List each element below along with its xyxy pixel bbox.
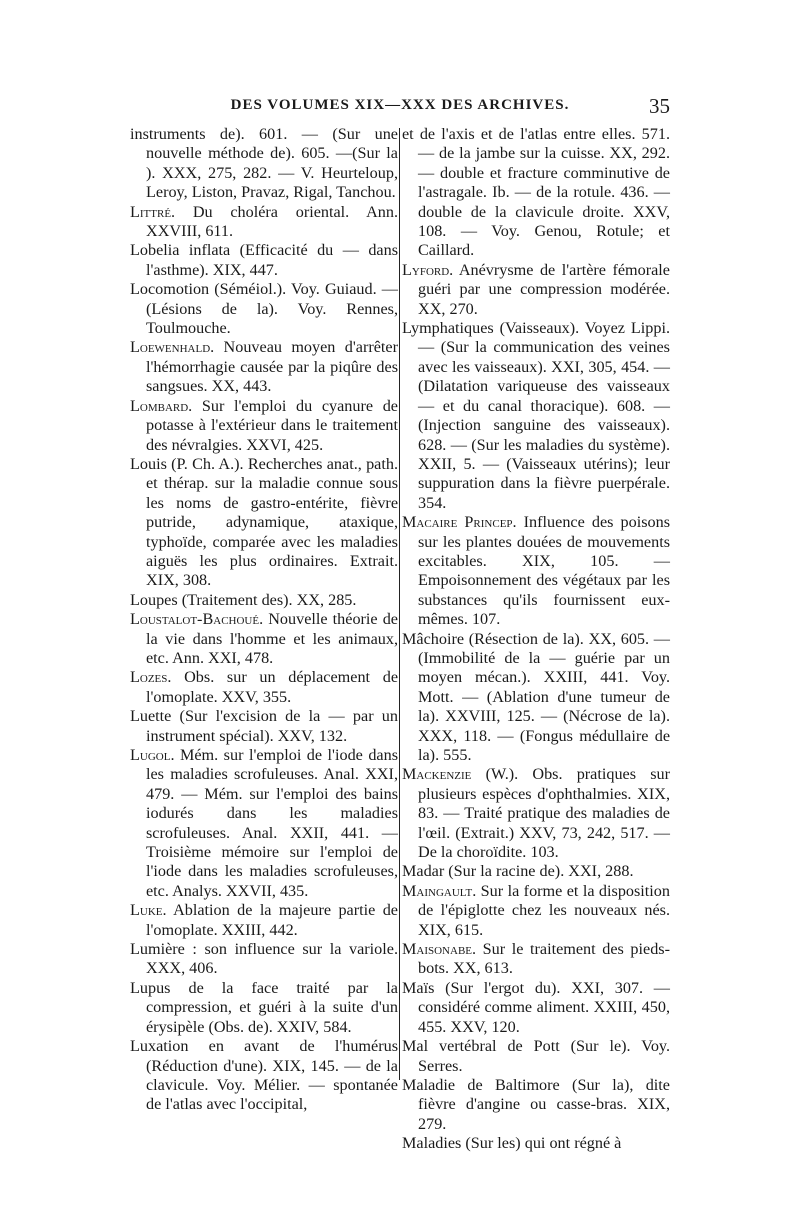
index-entry <box>402 979 670 1037</box>
index-entry <box>402 630 670 766</box>
index-entry <box>130 979 398 1037</box>
entry-author: Littré. <box>130 202 176 221</box>
entry-text: Mâchoire (Résection de la). XX, 605. — (Immobilité de la — guérie par un moyen mécan.). XXIII, 441. Voy. Mott. — (Ablation d'une tumeur de la). XXVIII, 125. — (Nécrose de la). XXX, 118. — (Fongus médullaire de la). 555. <box>402 629 670 764</box>
entry-text: Mém. sur l'emploi de l'iode dans les maladies scrofuleuses. Anal. XXI, 479. — Mém. sur l'emploi des bains iodurés dans les maladies scrofuleuses. Anal. XXII, 441. — Troisième mémoire sur l'emploi de l'iode dans les maladies scrofuleuses, etc. Analys. XXVII, 435. <box>146 746 398 900</box>
index-entry <box>130 610 398 668</box>
index-entry <box>130 668 398 707</box>
index-entry <box>402 940 670 979</box>
entry-text: Luette (Sur l'excision de la — par un instrument spécial). XXV, 132. <box>130 707 398 745</box>
entry-text: Obs. sur un déplacement de l'omoplate. XXV, 355. <box>146 668 398 706</box>
index-entry <box>402 125 670 261</box>
index-entry <box>402 513 670 629</box>
index-entry <box>130 125 398 203</box>
entry-text: Ablation de la majeure partie de l'omoplate. XXIII, 442. <box>146 901 398 939</box>
entry-text: Madar (Sur la racine de). XXI, 288. <box>402 862 634 881</box>
entry-text: Louis (P. Ch. A.). Recherches anat., path. et thérap. sur la maladie connue sous les noms de gastro-entérite, fièvre putride, adynamique, ataxique, typhoïde, comparée avec les maladies aiguës les plus ordinaires. Extrait. XIX, 308. <box>130 454 398 590</box>
entry-text: instruments de). 601. — (Sur une nouvelle méthode de). 605. —(Sur la ). XXX, 275, 282. — V. Heurteloup, Leroy, Liston, Pravaz, Rigal, Tanchou. <box>130 125 398 202</box>
index-entry <box>130 397 398 455</box>
page-number: 35 <box>649 94 670 118</box>
entry-text: Lumière : son influence sur la variole. XXX, 406. <box>130 940 398 978</box>
index-entry <box>130 455 398 591</box>
index-entry <box>130 203 398 242</box>
index-entry <box>130 707 398 746</box>
column-divider <box>399 128 400 1080</box>
entry-text: Nouveau moyen d'arrêter l'hémorrhagie causée par la piqûre des sangsues. XX, 443. <box>146 338 398 396</box>
entry-text: Du choléra oriental. Ann. XXVIII, 611. <box>146 202 398 241</box>
entry-author: Maingault. <box>402 881 477 900</box>
index-entry <box>402 862 670 881</box>
index-entry <box>130 241 398 280</box>
entry-text: Maladie de Baltimore (Sur la), dite fièvre d'angine ou casse-bras. XIX, 279. <box>402 1075 670 1133</box>
entry-author: Loustalot-Bachoué. <box>130 610 264 629</box>
entry-text: Locomotion (Séméiol.). Voy. Guiaud. —(Lésions de la). Voy. Rennes, Toulmouche. <box>130 280 398 338</box>
entry-author: Lugol. <box>130 746 175 764</box>
index-entry <box>130 591 398 610</box>
entry-author: Maisonabe. <box>402 940 477 959</box>
index-entry <box>402 882 670 940</box>
entry-author: Macaire Princep. <box>402 513 517 532</box>
entry-text: Lupus de la face traité par la compression, et guéri à la suite d'un érysipèle (Obs. de). XXIV, 584. <box>130 978 398 1036</box>
index-entry <box>130 746 398 901</box>
index-entry <box>130 940 398 979</box>
index-entry <box>402 765 670 862</box>
entry-text: Nouvelle théorie de la vie dans l'homme et les animaux, etc. Ann. XXI, 478. <box>146 610 398 667</box>
entry-text: Maïs (Sur l'ergot du). XXI, 307. — considéré comme aliment. XXIII, 450, 455. XXV, 120. <box>402 978 670 1036</box>
running-head: DES VOLUMES XIX—XXX DES ARCHIVES. <box>230 97 570 113</box>
entry-text: Sur la forme et la disposition de l'épiglotte chez les nouveaux nés. XIX, 615. <box>418 881 670 939</box>
entry-text: Lobelia inflata (Efficacité du — dans l'asthme). XIX, 447. <box>130 241 398 279</box>
entry-text: Mal vertébral de Pott (Sur le). Voy. Serres. <box>402 1037 670 1075</box>
entry-text: Lymphatiques (Vaisseaux). Voyez Lippi. — (Sur la communication des veines avec les vaisseaux). XXI, 305, 454. — (Dilatation variqueuse des vaisseaux — et du canal thoracique). 608. — (Injection sanguine des vaisseaux). 628. — (Sur les maladies du système). XXII, 5. — (Vaisseaux utérins); leur suppuration dans la fièvre puerpérale. 354. <box>402 319 670 512</box>
left-column <box>130 125 398 1115</box>
entry-text: Luxation en avant de l'humérus (Réduction d'une). XIX, 145. — de la clavicule. Voy. Mélier. — spontanée de l'atlas avec l'occipital, <box>130 1037 398 1114</box>
index-entry <box>402 319 670 513</box>
index-entry <box>402 1037 670 1076</box>
entry-text: Sur l'emploi du cyanure de potasse à l'extérieur dans le traitement des névralgies. XXVI, 425. <box>146 396 398 454</box>
entry-author: Lyford. <box>402 260 454 279</box>
entry-text: Loupes (Traitement des). XX, 285. <box>130 590 357 609</box>
entry-author: Lozes. <box>130 668 172 687</box>
entry-text: Maladies (Sur les) qui ont régné à <box>402 1134 622 1153</box>
entry-text: et de l'axis et de l'atlas entre elles. 571. — de la jambe sur la cuisse. XX, 292. — double et fracture comminutive de l'astragale. Ib. — de la rotule. 436. — double de la clavicule droite. XXV, 108. — Voy. Genou, Rotule; et Caillard. <box>402 125 670 260</box>
entry-text: Influence des poisons sur les plantes douées de mouvements excitables. XIX, 105. — Empoisonnement des végétaux par les substances qu'ils fournissent eux-mêmes. 107. <box>418 513 670 629</box>
index-entry <box>402 261 670 319</box>
entry-author: Loewenhald. <box>130 338 215 357</box>
index-entry <box>130 901 398 940</box>
right-column <box>402 125 670 1154</box>
entry-text: Anévrysme de l'artère fémorale guéri par une compression modérée. XX, 270. <box>418 260 670 318</box>
index-entry <box>402 1076 670 1134</box>
entry-author: Lombard. <box>130 396 193 415</box>
entry-text: Sur le traitement des pieds-bots. XX, 613. <box>418 940 670 978</box>
index-entry <box>130 280 398 338</box>
index-entry <box>130 338 398 396</box>
index-entry <box>402 1134 670 1153</box>
index-entry <box>130 1037 398 1115</box>
entry-text: (W.). Obs. pratiques sur plusieurs espèces d'ophthalmies. XIX, 83. — Traité pratique des maladies de l'œil. (Extrait.) XXV, 73, 242, 517. — De la choroïdite. 103. <box>418 765 670 862</box>
entry-author: Mackenzie <box>402 765 472 784</box>
entry-author: Luke. <box>130 901 167 920</box>
